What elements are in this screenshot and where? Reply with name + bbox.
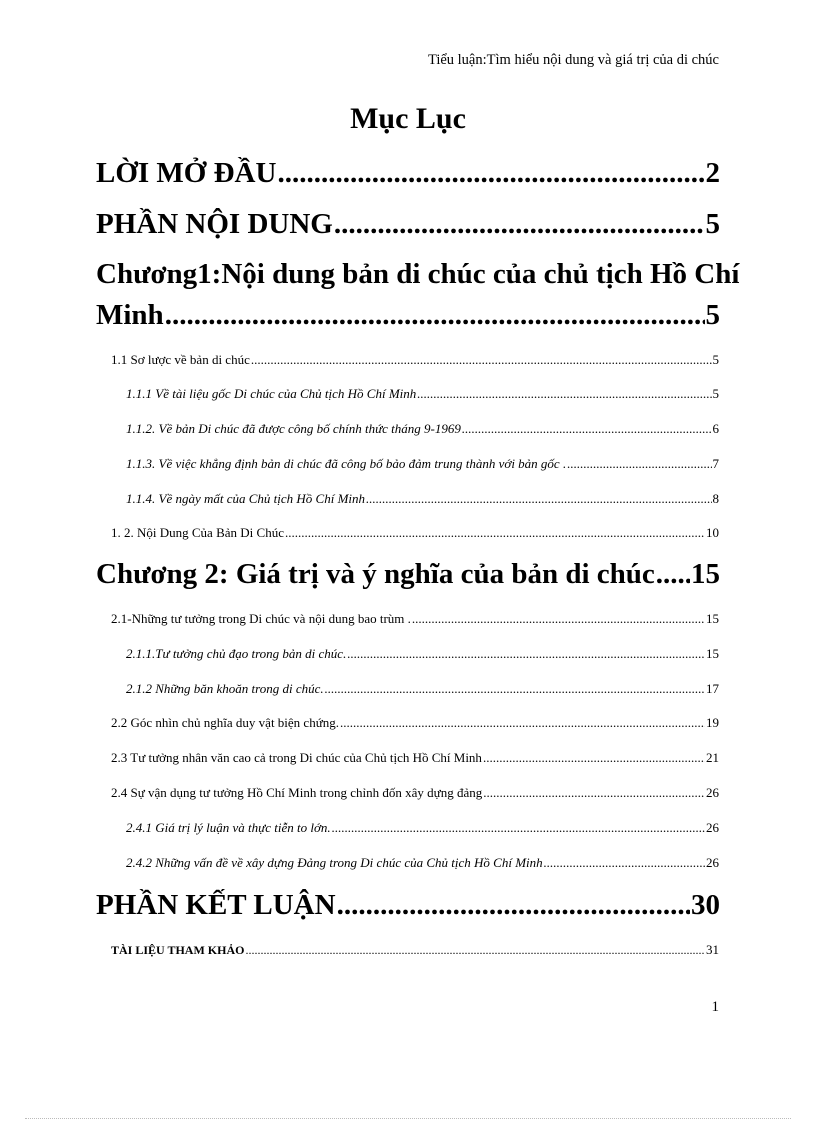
toc-entry-2-1-1[interactable] — [126, 646, 719, 662]
page-title: Mục Lục — [350, 102, 466, 135]
toc-leader-dots — [417, 386, 711, 402]
toc-entry-label: 2.1.1.Tư tưởng chủ đạo trong bản di chúc. — [126, 646, 347, 661]
toc-entry-label: TÀI LIỆU THAM KHẢO — [111, 943, 245, 957]
toc-entry-2-3[interactable] — [111, 750, 719, 766]
toc-leader-dots — [337, 889, 690, 922]
toc-entry-page: 26 — [706, 820, 719, 835]
toc-entry-loi-mo-dau[interactable] — [96, 157, 720, 190]
toc-entry-page: 5 — [712, 352, 719, 367]
toc-entry-label: 1.1.3. Về việc khẳng định bản di chúc đã công bố bảo đảm trung thành với bản gốc . — [126, 456, 567, 471]
toc-entry-label: 2.3 Tư tưởng nhân văn cao cả trong Di chúc của Chủ tịch Hồ Chí Minh — [111, 750, 482, 765]
toc-entry-2-1[interactable] — [111, 611, 719, 627]
toc-leader-dots — [656, 558, 690, 591]
toc-entry-page: 15 — [706, 646, 719, 661]
toc-entry-label: PHẦN KẾT LUẬN — [96, 889, 336, 921]
toc-leader-dots — [251, 352, 712, 368]
toc-entry-page: 26 — [706, 855, 719, 870]
toc-entry-label: PHẦN NỘI DUNG — [96, 208, 333, 240]
toc-leader-dots — [334, 208, 705, 241]
toc-leader-dots — [567, 456, 711, 472]
toc-entry-2-2[interactable] — [111, 715, 719, 731]
toc-entry-label: 1.1.1 Về tài liệu gốc Di chúc của Chủ tịch Hồ Chí Minh — [126, 386, 417, 401]
toc-entry-label: 2.2 Góc nhìn chủ nghĩa duy vật biện chứng. — [111, 715, 340, 730]
toc-leader-dots — [366, 491, 711, 507]
toc-entry-1-1-4[interactable] — [126, 491, 719, 507]
toc-leader-dots — [412, 611, 705, 627]
toc-leader-dots — [332, 820, 705, 836]
toc-entry-page: 7 — [712, 456, 719, 471]
toc-entry-page: 26 — [706, 785, 719, 800]
toc-entry-label: 2.1-Những tư tưởng trong Di chúc và nội dung bao trùm . — [111, 611, 411, 626]
toc-entry-page: 5 — [705, 299, 720, 331]
toc-entry-1-1-1[interactable] — [126, 386, 719, 402]
toc-entry-page: 15 — [706, 611, 719, 626]
toc-entry-1-1[interactable] — [111, 352, 719, 368]
toc-leader-dots — [544, 855, 705, 871]
toc-leader-dots — [483, 750, 705, 766]
toc-leader-dots — [165, 299, 705, 332]
toc-entry-page: 31 — [706, 942, 719, 957]
toc-entry-label: 2.4.1 Giá trị lý luận và thực tiễn to lớn. — [126, 820, 331, 835]
toc-entry-1-1-2[interactable] — [126, 421, 719, 437]
toc-entry-page: 6 — [712, 421, 719, 436]
toc-entry-page: 21 — [706, 750, 719, 765]
toc-entry-chuong1[interactable] — [96, 299, 720, 332]
toc-entry-chuong1-line1[interactable]: Chương1:Nội dung bản di chúc của chủ tịch Hồ Chí — [96, 258, 740, 290]
toc-entry-2-4[interactable] — [111, 785, 719, 801]
toc-entry-label: 1.1 Sơ lược về bản di chúc — [111, 352, 250, 367]
toc-entry-label: 1. 2. Nội Dung Của Bản Di Chúc — [111, 525, 284, 540]
toc-entry-1-2[interactable] — [111, 525, 719, 541]
toc-entry-phan-ket-luan[interactable] — [96, 889, 720, 922]
toc-entry-label: 2.1.2 Những băn khoăn trong di chúc. — [126, 681, 324, 696]
toc-entry-page: 5 — [705, 208, 720, 240]
toc-entry-label: LỜI MỞ ĐẦU — [96, 157, 277, 189]
toc-leader-dots — [340, 715, 705, 731]
toc-entry-page: 10 — [706, 525, 719, 540]
toc-leader-dots — [285, 525, 705, 541]
running-header: Tiểu luận:Tìm hiểu nội dung và giá trị của di chúc — [427, 52, 719, 68]
toc-entry-label: Chương 2: Giá trị và ý nghĩa của bản di chúc — [96, 558, 655, 590]
toc-entry-chuong2[interactable] — [96, 558, 720, 591]
toc-entry-label: 2.4 Sự vận dụng tư tưởng Hồ Chí Minh trong chỉnh đốn xây dựng đảng — [111, 785, 483, 800]
toc-entry-page: 8 — [712, 491, 719, 506]
toc-leader-dots — [462, 421, 712, 437]
toc-entry-2-4-1[interactable] — [126, 820, 719, 836]
toc-entry-label: 2.4.2 Những vấn đề về xây dựng Đảng trong Di chúc của Chủ tịch Hồ Chí Minh — [126, 855, 543, 870]
page-bottom-divider — [25, 1118, 791, 1119]
toc-entry-2-1-2[interactable] — [126, 681, 719, 697]
toc-entry-1-1-3[interactable] — [126, 456, 719, 472]
toc-leader-dots — [347, 646, 705, 662]
toc-entry-page: 30 — [691, 889, 720, 921]
toc-entry-2-4-2[interactable] — [126, 855, 719, 871]
toc-entry-label: Minh — [96, 299, 164, 331]
toc-entry-page: 5 — [712, 386, 719, 401]
toc-entry-page: 2 — [705, 157, 720, 189]
toc-entry-phan-noi-dung[interactable] — [96, 208, 720, 241]
toc-leader-dots — [277, 157, 704, 190]
toc-leader-dots — [483, 785, 705, 801]
toc-entry-page: 17 — [706, 681, 719, 696]
toc-leader-dots — [325, 681, 705, 697]
toc-entry-label: 1.1.2. Về bản Di chúc đã được công bố chính thức tháng 9-1969 — [126, 421, 461, 436]
page-number: 1 — [711, 999, 719, 1015]
toc-entry-tai-lieu-tham-khao[interactable] — [111, 942, 719, 958]
toc-entry-label: 1.1.4. Về ngày mất của Chủ tịch Hồ Chí Minh — [126, 491, 366, 506]
toc-entry-page: 15 — [691, 558, 720, 590]
toc-leader-dots — [245, 943, 705, 958]
toc-entry-page: 19 — [706, 715, 719, 730]
